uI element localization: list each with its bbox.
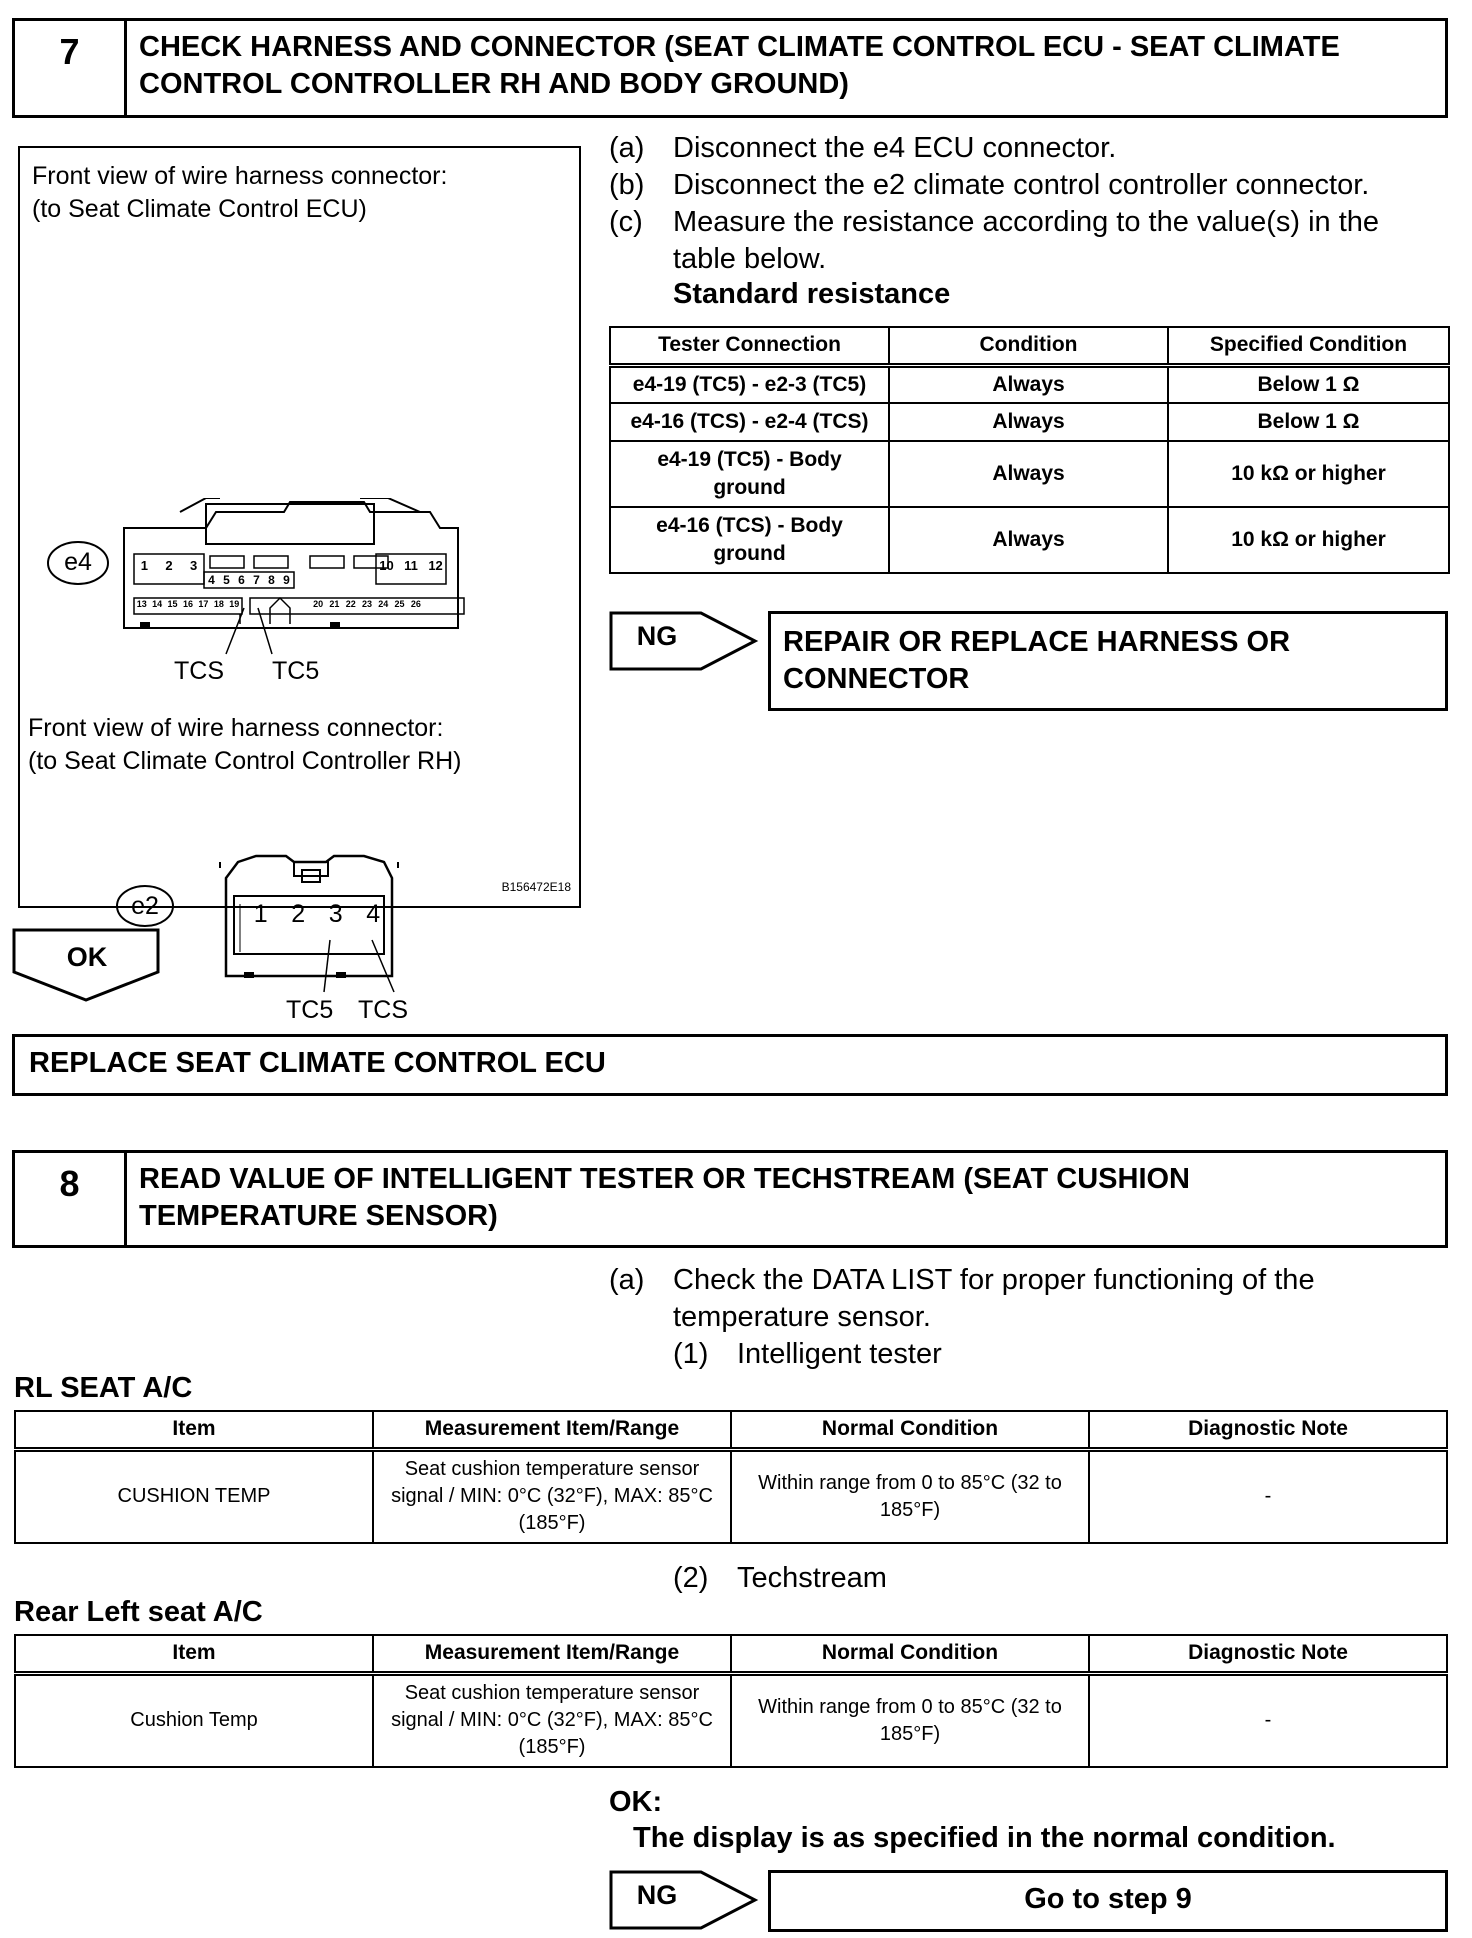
header-tester-connection: Tester Connection	[610, 327, 889, 365]
step8-sub-2: (2) Techstream	[673, 1562, 887, 1594]
step-title: CHECK HARNESS AND CONNECTOR (SEAT CLIMATE CONTROL ECU - SEAT CLIMATE CONTROL CONTROLLER RH AND BODY GROUND)	[139, 31, 1340, 100]
e4-bottom-pins-left: 13 14 15 16 17 18 19	[136, 599, 240, 609]
step-c-continued: table below.	[673, 243, 827, 275]
data-list-table-1: Item Measurement Item/Range Normal Condition Diagnostic Note CUSHION TEMP Seat cushion temperature sensor signal / MIN: 0°C (32°F), MAX: 85°C (185°F) Within range from 0 to 85°C (32 to 185°F) -	[14, 1410, 1448, 1544]
e4-top-pins-left: 1 2 3	[140, 558, 198, 573]
table1-title: RL SEAT A/C	[14, 1372, 193, 1404]
step-7-header	[12, 18, 1448, 118]
e4-bottom-pins-right: 20 21 22 23 24 25 26	[313, 599, 421, 609]
ok-text: The display is as specified in the normal condition.	[633, 1822, 1336, 1854]
step-b: (b) Disconnect the e2 climate control controller connector.	[609, 169, 1370, 201]
step-c: (c) Measure the resistance according to the value(s) in the	[609, 206, 1380, 238]
e4-top-pins-right: 10 11 12	[379, 558, 443, 573]
e2-label: e2	[131, 892, 159, 920]
step-number: 8	[15, 1153, 127, 1245]
e4-terminal-tcs: TCS	[174, 657, 224, 685]
step8-a-continued: temperature sensor.	[673, 1301, 931, 1333]
table-row: Cushion Temp Seat cushion temperature sensor signal / MIN: 0°C (32°F), MAX: 85°C (185°F) Within range from 0 to 85°C (32 to 185°F) -	[15, 1673, 1447, 1767]
e4-leader-lines	[200, 604, 320, 660]
step-number: 7	[15, 21, 127, 115]
figure-id: B156472E18	[501, 880, 571, 894]
standard-resistance-title: Standard resistance	[673, 278, 951, 310]
ng-label: NG	[636, 1880, 678, 1910]
figure-caption-1: Front view of wire harness connector: (to Seat Climate Control ECU)	[32, 162, 448, 223]
ok-label: OK	[66, 942, 108, 972]
step8-a: (a) Check the DATA LIST for proper functioning of the	[609, 1264, 1315, 1296]
step-title: READ VALUE OF INTELLIGENT TESTER OR TECHSTREAM (SEAT CUSHION TEMPERATURE SENSOR)	[139, 1163, 1190, 1232]
table2-title: Rear Left seat A/C	[14, 1596, 263, 1628]
e2-leader-lines	[300, 938, 420, 998]
e2-terminal-tc5: TC5	[286, 996, 334, 1024]
e2-pins: 1 2 3 4	[253, 900, 381, 928]
table-row: e4-19 (TC5) - e2-3 (TC5) Always Below 1 Ω	[610, 365, 1449, 403]
figure-caption-2: Front view of wire harness connector: (to Seat Climate Control Controller RH)	[28, 714, 462, 775]
e2-terminal-tcs: TCS	[358, 996, 408, 1024]
ng-result-box: Go to step 9	[768, 1870, 1448, 1932]
header-condition: Condition	[889, 327, 1168, 365]
step-a: (a) Disconnect the e4 ECU connector.	[609, 132, 1117, 164]
step8-sub-1: (1) Intelligent tester	[673, 1338, 942, 1370]
table-row: e4-19 (TC5) - Body ground Always 10 kΩ or higher	[610, 441, 1449, 507]
header-specified-condition: Specified Condition	[1168, 327, 1449, 365]
resistance-table	[609, 326, 1450, 574]
e4-mid-pins: 4 5 6 7 8 9	[208, 573, 290, 587]
table-row: e4-16 (TCS) - e2-4 (TCS) Always Below 1 Ω	[610, 403, 1449, 441]
table-row: e4-16 (TCS) - Body ground Always 10 kΩ or higher	[610, 507, 1449, 573]
ok-result-box: REPLACE SEAT CLIMATE CONTROL ECU	[12, 1034, 1448, 1096]
table-row: CUSHION TEMP Seat cushion temperature sensor signal / MIN: 0°C (32°F), MAX: 85°C (185°F) Within range from 0 to 85°C (32 to 185°F) -	[15, 1449, 1447, 1543]
e4-label: e4	[64, 548, 92, 576]
ng-result-box: REPAIR OR REPLACE HARNESS OR CONNECTOR	[768, 611, 1448, 711]
ok-title: OK:	[609, 1786, 663, 1818]
e4-terminal-tc5: TC5	[272, 657, 320, 685]
data-list-table-2: Item Measurement Item/Range Normal Condition Diagnostic Note Cushion Temp Seat cushion temperature sensor signal / MIN: 0°C (32°F), MAX: 85°C (185°F) Within range from 0 to 85°C (32 to 185°F) -	[14, 1634, 1448, 1768]
ng-label: NG	[636, 621, 678, 651]
step-8-header	[12, 1150, 1448, 1248]
